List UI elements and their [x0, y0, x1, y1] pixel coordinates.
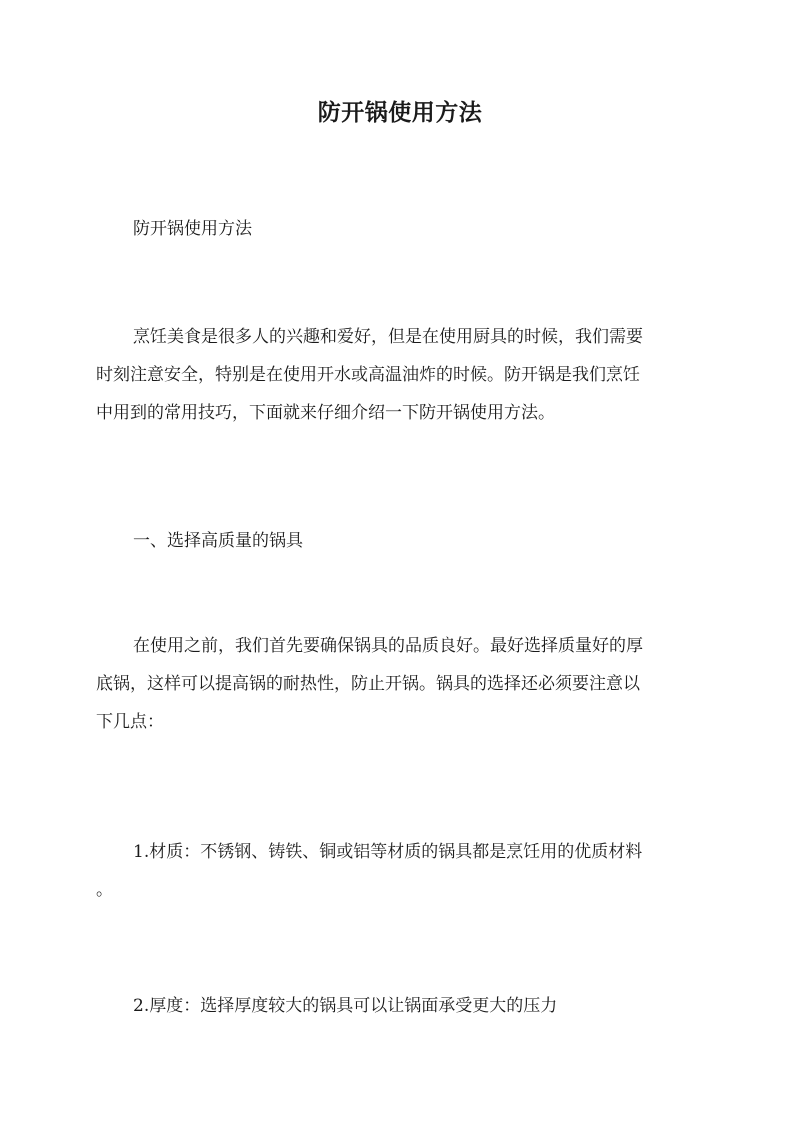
intro-paragraph [96, 318, 706, 432]
section-paragraph-line: 底锅，这样可以提高锅的耐热性，防止开锅。锅具的选择还必须要注意以 [96, 674, 640, 694]
section-paragraph [96, 627, 706, 741]
document-title: 防开锅使用方法 [317, 99, 483, 126]
list-item-line: 1.材质：不锈钢、铸铁、铜或铝等材质的锅具都是烹饪用的优质材料 [133, 842, 643, 862]
subtitle-text: 防开锅使用方法 [133, 219, 252, 239]
subtitle-paragraph [96, 210, 706, 248]
section-paragraph-line: 下几点： [96, 712, 164, 732]
section-heading [96, 522, 706, 560]
section-paragraph-line: 在使用之前，我们首先要确保锅具的品质良好。最好选择质量好的厚 [133, 636, 643, 656]
intro-line: 时刻注意安全，特别是在使用开水或高温油炸的时候。防开锅是我们烹饪 [96, 365, 640, 385]
intro-line: 烹饪美食是很多人的兴趣和爱好，但是在使用厨具的时候，我们需要 [133, 327, 643, 347]
list-item-line: 。 [96, 880, 113, 900]
list-item-line: 2.厚度：选择厚度较大的锅具可以让锅面承受更大的压力 [133, 996, 558, 1016]
intro-line: 中用到的常用技巧，下面就来仔细介绍一下防开锅使用方法。 [96, 403, 555, 423]
section-heading-text: 一、选择高质量的锅具 [133, 531, 303, 551]
list-item [96, 833, 706, 909]
list-item [96, 987, 706, 1025]
